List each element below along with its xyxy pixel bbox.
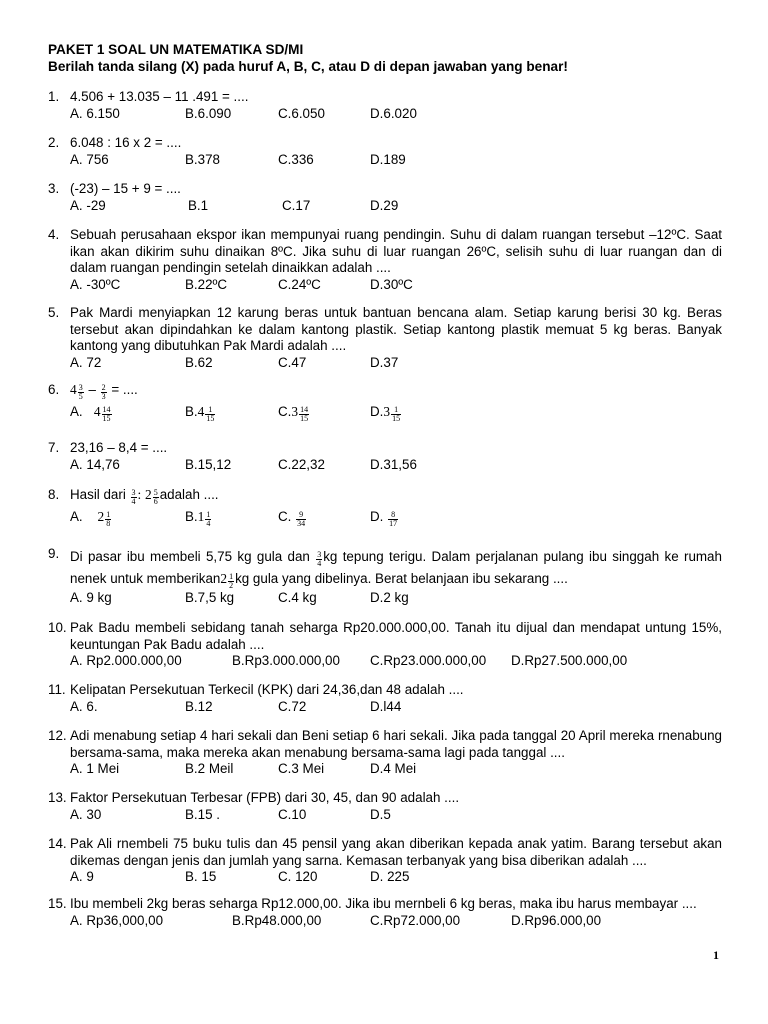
option-b[interactable]: B.15 . xyxy=(185,806,220,822)
option-b[interactable]: B.15,12 xyxy=(185,456,232,472)
answer-options xyxy=(70,152,722,169)
question-expression xyxy=(70,382,722,404)
worksheet-header xyxy=(48,41,568,75)
option-d[interactable]: D. $\frac{8}{17}$ xyxy=(370,509,398,528)
question-number: 10. xyxy=(48,620,67,635)
question-number: 2. xyxy=(48,135,60,150)
option-a[interactable]: A. 2 $\frac{1}{8}$ xyxy=(70,509,111,528)
option-c[interactable]: C.Rp23.000.000,00 xyxy=(370,653,487,669)
question-expression: Hasil dari $\frac{3}{4}$ : 2 $\frac{5}{6}$ adalah .... xyxy=(70,487,219,506)
question-number: 9. xyxy=(48,546,60,561)
fraction: $\frac{3}{4}$ xyxy=(131,488,136,506)
answer-options xyxy=(70,509,722,531)
question-text: 23,16 – 8,4 = .... xyxy=(70,440,168,455)
question-text: Faktor Persekutuan Terbesar (FPB) dari 30, 45, dan 90 adalah .... xyxy=(70,790,460,805)
question-text: Pak Badu membeli sebidang tanah seharga Rp20.000.000,00. Tanah itu dijual dan mendapat untung 15%, keuntungan Pak Badu adalah .... xyxy=(70,620,722,652)
option-d[interactable]: D.30ºC xyxy=(370,276,413,292)
option-a[interactable]: A. -29 xyxy=(70,197,106,213)
option-b[interactable]: B.7,5 kg xyxy=(185,590,235,605)
option-c[interactable]: C.24ºC xyxy=(278,276,321,292)
answer-options xyxy=(70,355,722,372)
option-c[interactable]: C.4 kg xyxy=(278,590,317,605)
question-text: Pak Ali rnembeli 75 buku tulis dan 45 pensil yang akan diberikan kepada anak yatim. Barang tersebut akan dikemas dengan jenis dan jumlah yang sarna. Kemasan terbanyak yang bisa diberikan adalah .... xyxy=(70,836,722,868)
answer-options xyxy=(70,653,722,670)
instruction-text: Berilah tanda silang (X) pada huruf A, B, C, atau D di depan jawaban yang benar! xyxy=(48,59,568,74)
option-a[interactable]: A. 9 kg xyxy=(70,590,112,605)
option-d[interactable]: D.3 $\frac{1}{15}$ xyxy=(370,404,401,423)
option-d[interactable]: D.Rp96.000,00 xyxy=(511,912,602,928)
option-b[interactable]: B.Rp3.000.000,00 xyxy=(232,653,340,669)
option-a[interactable]: A. -30ºC xyxy=(70,276,121,292)
option-b[interactable]: B.378 xyxy=(185,151,220,167)
question-5 xyxy=(48,305,722,372)
answer-options xyxy=(70,869,722,886)
option-c[interactable]: C. $\frac{9}{34}$ xyxy=(278,509,306,528)
option-d[interactable]: D.6.020 xyxy=(370,105,417,121)
option-d[interactable]: D.29 xyxy=(370,197,399,213)
option-a[interactable]: A. 6. xyxy=(70,698,98,714)
question-text: Di pasar ibu membeli 5,75 kg gula dan $\frac{3}{4}$ kg tepung terigu. Dalam perjalanan pulang ibu singgah ke rumah nenek untuk memberikan2 $\frac{1}{2}$ kg gula yang dibelinya. Berat belanjaan ibu sekarang .... xyxy=(70,549,722,590)
fraction: $\frac{3}{5}$ xyxy=(78,383,83,401)
question-number: 7. xyxy=(48,440,60,455)
option-d[interactable]: D.189 xyxy=(370,151,406,167)
question-6 xyxy=(48,382,722,426)
option-b[interactable]: B.12 xyxy=(185,698,213,714)
question-10 xyxy=(48,620,722,670)
question-7 xyxy=(48,440,722,474)
option-d[interactable]: D. 225 xyxy=(370,869,410,885)
whole-number: 4 xyxy=(70,382,77,397)
answer-options xyxy=(70,404,722,426)
option-d[interactable]: D.l44 xyxy=(370,698,402,714)
option-b[interactable]: B.2 Meil xyxy=(185,761,234,777)
option-b[interactable]: B.22ºC xyxy=(185,276,228,292)
answer-options xyxy=(70,106,722,123)
question-8 xyxy=(48,487,722,531)
answer-options xyxy=(70,590,722,607)
question-number: 13. xyxy=(48,790,67,805)
question-text: Pak Mardi menyiapkan 12 karung beras untuk bantuan bencana alam. Setiap karung berisi 30 kg. Beras tersebut akan dipindahkan ke dalam kantong plastik. Setiap kantong plastik memuat 5 kg beras. Banyak kantong yang dibutuhkan Pak Mardi adalah .... xyxy=(70,305,722,354)
option-c[interactable]: C.10 xyxy=(278,806,307,822)
question-text: Kelipatan Persekutuan Terkecil (KPK) dari 24,36,dan 48 adalah .... xyxy=(70,682,464,697)
option-b[interactable]: B.6.090 xyxy=(185,105,232,121)
question-4 xyxy=(48,227,722,294)
option-b[interactable]: B.1 xyxy=(188,197,209,213)
question-number: 12. xyxy=(48,728,67,743)
option-c[interactable]: C.22,32 xyxy=(278,456,325,472)
option-a[interactable]: A. 756 xyxy=(70,151,109,167)
option-a[interactable]: A. 4 $\frac{14}{15}$ xyxy=(70,404,111,423)
question-text: Sebuah perusahaan ekspor ikan mempunyai ruang pendingin. Suhu di dalam ruangan tersebut –12ºC. Saat ikan akan dikirim suhu dinaikan 8ºC. Jika suhu di luar ruangan 26ºC, selisih suhu di luar ruangan dan di dalam ruangan pendingin setelah dinaikkan adalah .... xyxy=(70,227,722,276)
question-text: Adi menabung setiap 4 hari sekali dan Beni setiap 6 hari sekali. Jika pada tanggal 20 April mereka rnenabung bersama-sama, maka mereka akan menabung bersama-sama lagi pada tanggal .... xyxy=(70,728,722,760)
question-2 xyxy=(48,135,722,169)
answer-options xyxy=(70,277,722,294)
option-a[interactable]: A. Rp2.000.000,00 xyxy=(70,653,182,669)
option-d[interactable]: D.5 xyxy=(370,806,391,822)
option-c[interactable]: C.336 xyxy=(278,151,314,167)
answer-options xyxy=(70,807,722,824)
page-number: 1 xyxy=(713,948,719,962)
question-text: 6.048 : 16 x 2 = .... xyxy=(70,135,182,150)
answer-options xyxy=(70,761,722,778)
option-d[interactable]: D.31,56 xyxy=(370,456,417,472)
answer-options xyxy=(70,913,722,930)
option-a[interactable]: A. Rp36,000,00 xyxy=(70,912,164,928)
question-text: Ibu membeli 2kg beras seharga Rp12.000,00. Jika ibu mernbeli 6 kg beras, maka ibu harus membayar .... xyxy=(70,896,697,911)
operator: – xyxy=(88,382,96,397)
option-d[interactable]: D.4 Mei xyxy=(370,761,417,777)
option-c[interactable]: C.3 $\frac{14}{15}$ xyxy=(278,404,309,423)
question-number: 8. xyxy=(48,487,60,502)
option-b[interactable]: B.62 xyxy=(185,354,213,370)
fraction: $\frac{5}{6}$ xyxy=(153,488,158,506)
question-number: 3. xyxy=(48,181,60,196)
option-d[interactable]: D.Rp27.500.000,00 xyxy=(511,653,628,669)
option-c[interactable]: C.6.050 xyxy=(278,105,325,121)
option-b[interactable]: B.Rp48.000,00 xyxy=(232,912,322,928)
option-c[interactable]: C.17 xyxy=(282,197,311,213)
option-a[interactable]: A. 14,76 xyxy=(70,456,120,472)
answer-options xyxy=(70,457,722,474)
option-a[interactable]: A. 9 xyxy=(70,869,94,885)
question-number: 1. xyxy=(48,89,60,104)
option-a[interactable]: A. 72 xyxy=(70,354,102,370)
question-number: 15. xyxy=(48,896,67,911)
question-number: 14. xyxy=(48,836,67,851)
option-a[interactable]: A. 1 Mei xyxy=(70,761,120,777)
question-11 xyxy=(48,682,722,716)
option-c[interactable]: C.3 Mei xyxy=(278,761,325,777)
question-15 xyxy=(48,896,722,930)
option-c[interactable]: C.47 xyxy=(278,354,307,370)
question-12 xyxy=(48,728,722,778)
equals-text: = .... xyxy=(111,382,138,397)
question-number: 11. xyxy=(48,682,66,697)
option-b[interactable]: B.4 $\frac{1}{15}$ xyxy=(185,404,215,423)
option-c[interactable]: C.Rp72.000,00 xyxy=(370,912,461,928)
option-b[interactable]: B.1 $\frac{1}{4}$ xyxy=(185,509,211,528)
option-a[interactable]: A. 6.150 xyxy=(70,105,120,121)
question-number: 5. xyxy=(48,305,60,320)
option-b[interactable]: B. 15 xyxy=(185,869,217,885)
question-number: 4. xyxy=(48,227,60,242)
answer-options xyxy=(70,699,722,716)
question-text: 4.506 + 13.035 – 11 .491 = .... xyxy=(70,89,249,104)
option-d[interactable]: D.2 kg xyxy=(370,590,409,605)
option-a[interactable]: A. 30 xyxy=(70,806,102,822)
question-3 xyxy=(48,181,722,215)
answer-options xyxy=(70,198,722,215)
question-number: 6. xyxy=(48,382,60,397)
question-9 xyxy=(48,546,722,607)
option-c[interactable]: C.72 xyxy=(278,698,307,714)
page-title: PAKET 1 SOAL UN MATEMATIKA SD/MI xyxy=(48,42,304,57)
fraction: $\frac{2}{3}$ xyxy=(101,383,106,401)
question-text: (-23) – 15 + 9 = .... xyxy=(70,181,181,196)
question-1 xyxy=(48,89,722,123)
question-13 xyxy=(48,790,722,824)
option-c[interactable]: C. 120 xyxy=(278,869,318,885)
option-d[interactable]: D.37 xyxy=(370,354,399,370)
question-14 xyxy=(48,836,722,886)
